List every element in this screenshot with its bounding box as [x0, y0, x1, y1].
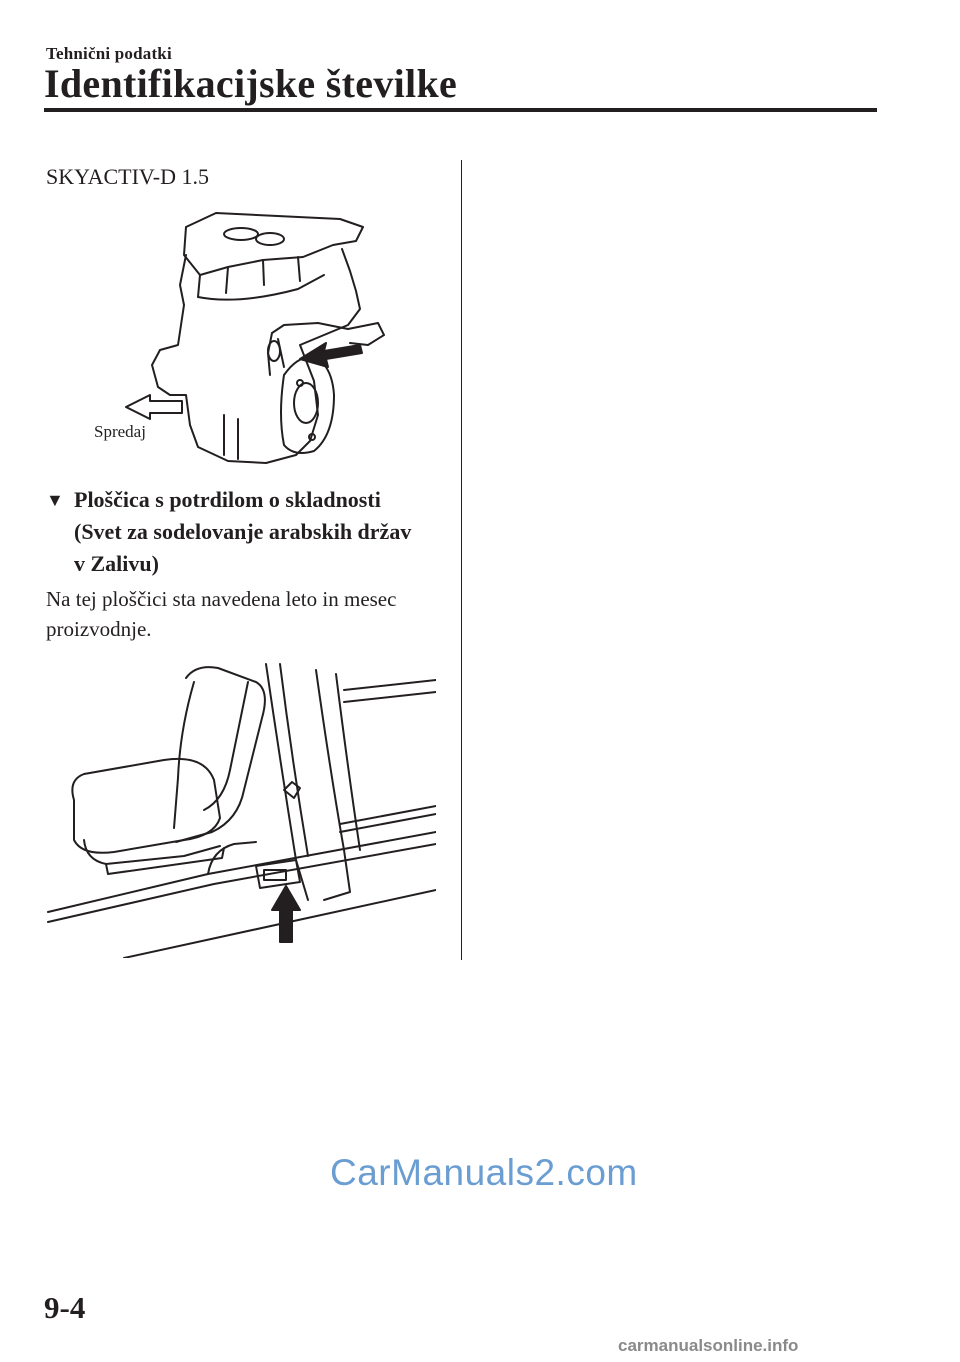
body-line: Na tej ploščici sta navedena leto in mesec — [46, 587, 397, 611]
door-pillar-illustration — [44, 660, 436, 958]
heading-marker: ▼ — [46, 490, 64, 510]
heading-line: v Zalivu) — [74, 551, 159, 576]
heading-line: Ploščica s potrdilom o skladnosti — [74, 487, 381, 512]
front-direction-label: Spredaj — [94, 422, 146, 441]
engine-subheading: SKYACTIV-D 1.5 — [46, 164, 209, 189]
page-number: 9-4 — [44, 1290, 86, 1325]
body-paragraph — [46, 584, 446, 644]
footer-credit: carmanualsonline.info — [618, 1336, 799, 1355]
body-line: proizvodnje. — [46, 617, 152, 641]
section-label: Tehnični podatki — [46, 44, 172, 63]
watermark: CarManuals2.com — [330, 1152, 638, 1193]
page-title: Identifikacijske številke — [44, 61, 458, 106]
section-heading — [46, 484, 456, 580]
heading-line: (Svet za sodelovanje arabskih držav — [74, 519, 412, 544]
column-divider — [461, 160, 462, 960]
header-divider — [44, 108, 877, 112]
